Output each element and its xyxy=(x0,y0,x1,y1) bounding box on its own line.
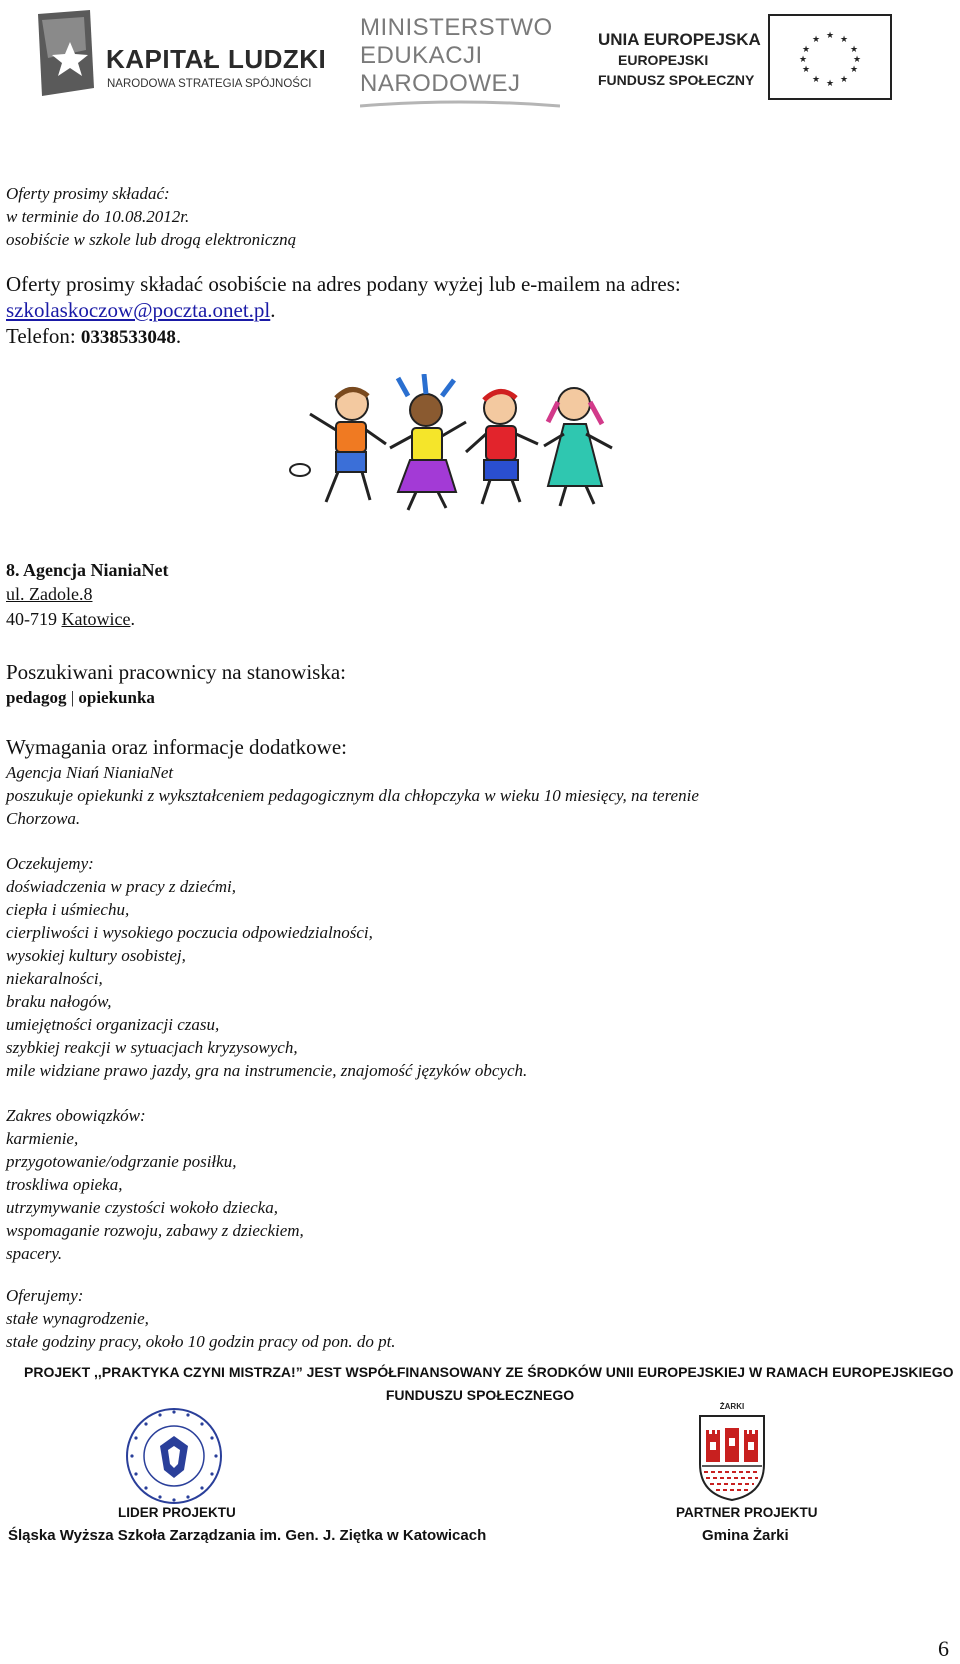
agency-heading: 8. Agencja NianiaNet xyxy=(6,560,169,580)
requirements-heading: Wymagania oraz informacje dodatkowe: xyxy=(6,735,348,759)
svg-text:★: ★ xyxy=(825,31,835,41)
phone-line xyxy=(6,324,181,349)
duty-item: spacery. xyxy=(6,1244,63,1263)
leader-seal-logo xyxy=(118,1406,230,1506)
svg-text:★: ★ xyxy=(839,75,849,85)
child-orange-icon xyxy=(290,388,386,502)
expect-item: cierpliwości i wysokiego poczucia odpowiedzialności, xyxy=(6,923,373,942)
agency-city-dot: . xyxy=(130,609,135,629)
agency-street xyxy=(6,584,92,605)
email-link[interactable]: szkolaskoczow@poczta.onet.pl xyxy=(6,298,271,322)
leader-name: Śląska Wyższa Szkoła Zarządzania im. Gen. J. Ziętka w Katowicach xyxy=(8,1527,487,1544)
email-sentence: Oferty prosimy składać osobiście na adres podany wyżej lub e-mailem na adres: xyxy=(6,272,681,296)
position-opiekunka: opiekunka xyxy=(78,688,155,707)
agency-city-line xyxy=(6,609,135,630)
ministerstwo-line2: EDUKACJI xyxy=(360,42,483,69)
dancing-children-illustration xyxy=(286,374,626,514)
ue-line1: UNIA EUROPEJSKA xyxy=(598,30,761,49)
ue-line3: FUNDUSZ SPOŁECZNY xyxy=(598,72,755,88)
phone-dot: . xyxy=(175,324,182,348)
ministerstwo-line3: NARODOWEJ xyxy=(360,70,521,97)
kapital-ludzki-emblem-icon xyxy=(28,10,98,96)
leader-label: LIDER PROJEKTU xyxy=(118,1505,236,1520)
positions-separator: | xyxy=(70,688,75,707)
duty-item: karmienie, xyxy=(6,1129,79,1148)
svg-text:★: ★ xyxy=(811,35,821,45)
kapital-ludzki-logo xyxy=(28,8,348,100)
child-red-icon xyxy=(466,391,538,504)
expect-item: niekaralności, xyxy=(6,969,103,988)
svg-text:★: ★ xyxy=(801,65,811,75)
ue-efs-logo xyxy=(598,14,898,104)
expect-heading: Oczekujemy: xyxy=(6,854,94,873)
offers-line1: Oferty prosimy składać: xyxy=(6,184,170,203)
duty-item: przygotowanie/odgrzanie posiłku, xyxy=(6,1152,237,1171)
child-yellow-icon xyxy=(390,374,466,510)
duty-item: utrzymywanie czystości wokoło dziecka, xyxy=(6,1198,278,1217)
ue-line2: EUROPEJSKI xyxy=(618,52,709,68)
svg-text:★: ★ xyxy=(849,65,859,75)
requirements-line3: Chorzowa. xyxy=(6,809,81,828)
positions-list xyxy=(6,688,155,708)
svg-text:★: ★ xyxy=(839,35,849,45)
email-line xyxy=(6,298,276,323)
svg-text:★: ★ xyxy=(852,55,862,65)
offer-item: stałe wynagrodzenie, xyxy=(6,1309,149,1328)
expect-item: umiejętności organizacji czasu, xyxy=(6,1015,220,1034)
kapital-ludzki-title: KAPITAŁ LUDZKI xyxy=(106,44,327,74)
requirements-line1: Agencja Niań NianiaNet xyxy=(6,763,174,782)
partner-name: Gmina Żarki xyxy=(702,1527,789,1544)
email-dot: . xyxy=(270,298,276,322)
ministerstwo-logo xyxy=(360,10,570,110)
phone-label: Telefon: xyxy=(6,324,81,348)
duty-item: troskliwa opieka, xyxy=(6,1175,123,1194)
duties-heading: Zakres obowiązków: xyxy=(6,1106,146,1125)
eu-flag-icon xyxy=(768,14,892,100)
child-teal-icon xyxy=(544,388,612,506)
offer-item: stałe godziny pracy, około 10 godzin pracy od pon. do pt. xyxy=(6,1332,396,1351)
offers-line3: osobiście w szkole lub drogą elektroniczną xyxy=(6,230,297,249)
expect-item: doświadczenia w pracy z dziećmi, xyxy=(6,877,236,896)
svg-text:★: ★ xyxy=(811,75,821,85)
page-number: 6 xyxy=(938,1636,949,1661)
position-pedagog: pedagog xyxy=(6,688,67,707)
partner-crest-logo xyxy=(696,1402,768,1504)
expect-item: ciepła i uśmiechu, xyxy=(6,900,130,919)
zarki-crest-icon xyxy=(698,1414,766,1502)
svg-text:★: ★ xyxy=(849,45,859,55)
expect-item: szybkiej reakcji w sytuacjach kryzysowych, xyxy=(6,1038,298,1057)
svg-text:★: ★ xyxy=(801,45,811,55)
offers-line2: w terminie do 10.08.2012r. xyxy=(6,207,190,226)
svg-text:★: ★ xyxy=(825,79,835,89)
kapital-ludzki-subtitle: NARODOWA STRATEGIA SPÓJNOŚCI xyxy=(107,78,312,90)
expect-item: wysokiej kultury osobistej, xyxy=(6,946,186,965)
duty-item: wspomaganie rozwoju, zabawy z dzieckiem, xyxy=(6,1221,304,1240)
phone-number: 0338533048 xyxy=(80,327,176,348)
agency-street-text: ul. Zadole.8 xyxy=(6,584,93,604)
requirements-line2: poszukuje opiekunki z wykształceniem pedagogicznym dla chłopczyka w wieku 10 miesięcy, na terenie xyxy=(6,786,699,805)
footer-project-line1: PROJEKT ,,PRAKTYKA CZYNI MISTRZA!” JEST WSPÓŁFINANSOWANY ZE ŚRODKÓW UNII EUROPEJSKIEJ W RAMACH EUROPEJSKIEGO xyxy=(24,1364,954,1380)
positions-heading: Poszukiwani pracownicy na stanowiska: xyxy=(6,660,347,684)
ministerstwo-swoosh-icon xyxy=(360,98,560,110)
expect-item: mile widziane prawo jazdy, gra na instrumencie, znajomość języków obcych. xyxy=(6,1061,528,1080)
agency-postcode: 40-719 xyxy=(6,609,57,629)
partner-label: PARTNER PROJEKTU xyxy=(676,1505,818,1520)
crest-caption: ŻARKI xyxy=(719,1402,745,1411)
ministerstwo-line1: MINISTERSTWO xyxy=(360,14,553,41)
svg-text:★: ★ xyxy=(798,55,808,65)
agency-city: Katowice xyxy=(61,609,131,629)
footer-project-line2: FUNDUSZU SPOŁECZNEGO xyxy=(385,1387,575,1403)
expect-item: braku nałogów, xyxy=(6,992,112,1011)
offer-heading: Oferujemy: xyxy=(6,1286,84,1305)
